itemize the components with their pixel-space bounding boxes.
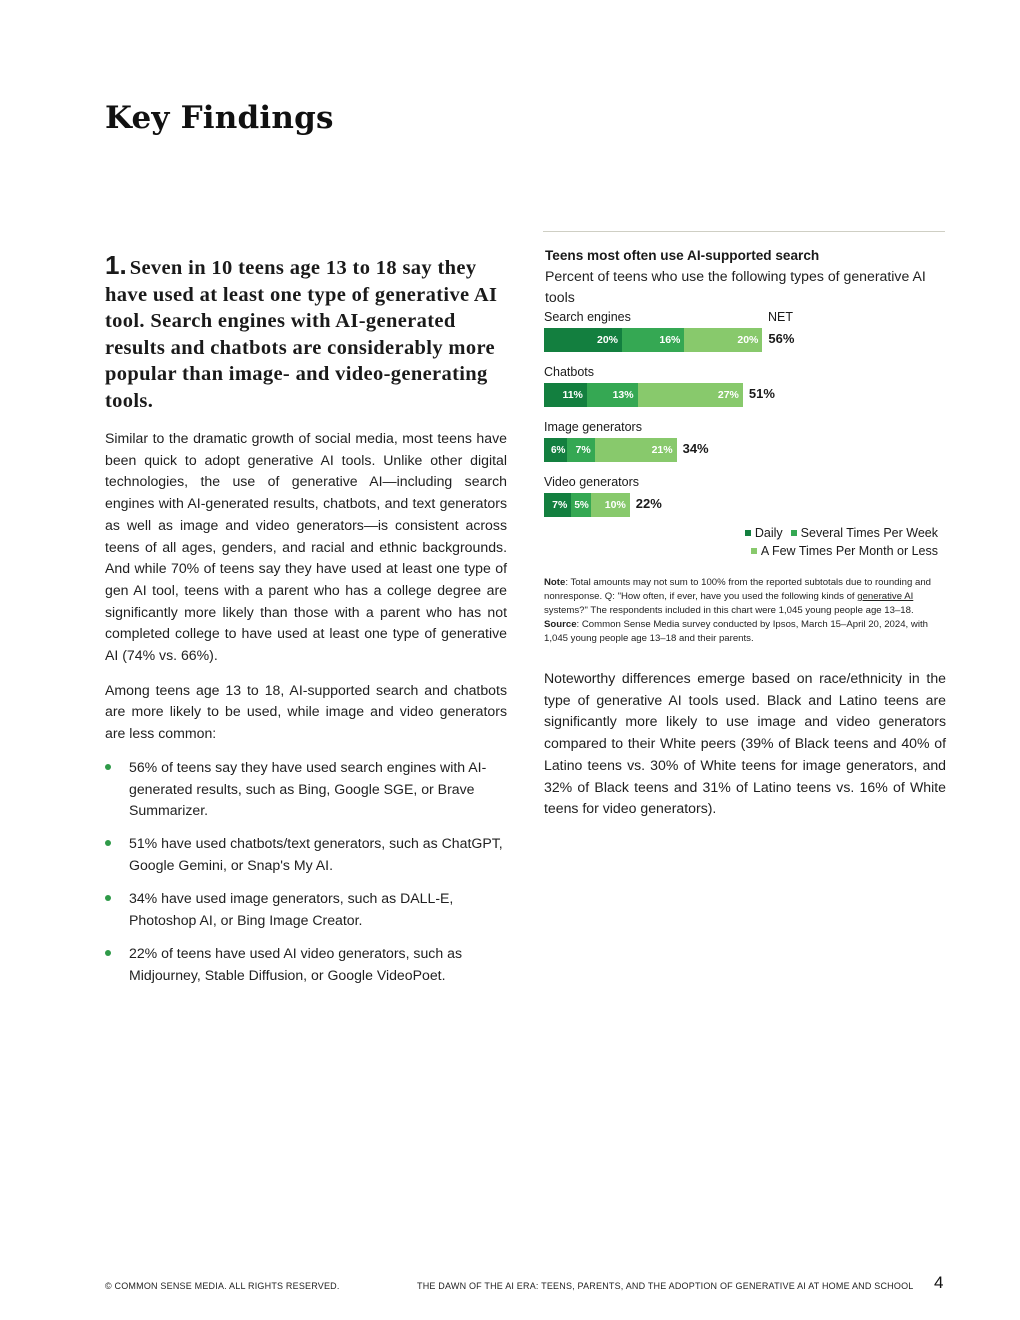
body-paragraph-1: Similar to the dramatic growth of social media, most teens have been quick to adopt generative AI tools. Unlike other digital technologies, the use of generative AI—including search engines with AI-generated results, chatbots, and text generators as well as image and video generators—is consistent across teens of all ages, genders, and racial and ethnic backgrounds. And while 70% of teens say they have used at least one type of gen AI tool, teens with a parent who has a college degree are significantly more likely than those with a parent who has not completed college to have used at least one type of generative AI (74% vs. 66%). [105,430,507,664]
bullet-dot-icon [105,764,111,770]
legend-label: Daily [754,526,783,540]
list-item [105,757,507,822]
right-paragraph: Noteworthy differences emerge based on race/ethnicity in the type of generative AI tools used. Black and Latino teens are significantly more likely to use image and video generators compared to their White peers (39% of Black teens and 40% of Latino teens vs. 30% of White teens for image generators, and 32% of Black teens and 31% of Latino teens vs. 16% of White teens for video generators). [544,670,946,817]
source-label: Source [544,619,577,630]
page-number: 4 [934,1273,944,1292]
bullet-text: 34% have used image generators, such as DALL-E, Photoshop AI, or Bing Image Creator. [129,890,454,929]
finding-headline-text: Seven in 10 teens age 13 to 18 say they have used at least one type of generative AI tool. Search engines with AI-generated results and chatbots are considerably more popular than image- and video-generating tools. [105,257,498,412]
net-value: 51% [748,386,775,401]
note-label: Note [544,577,566,588]
bar-segment-several: 5% [571,493,591,517]
bar-segment-daily: 6% [544,438,567,462]
chart-legend [737,526,938,540]
list-item [105,888,507,931]
bar-segment-daily: 7% [544,493,571,517]
category-label: Search engines [544,310,631,324]
stacked-bar-chart [544,308,946,568]
body-paragraph-2: Among teens age 13 to 18, AI-supported search and chatbots are more likely to be used, while image and video generators are less common: [105,681,507,742]
net-value: 56% [768,331,795,346]
legend-swatch-icon [751,548,757,554]
bar-segment-daily: 20% [544,328,622,352]
bar-row [544,328,762,352]
footer-report-title: THE DAWN OF THE AI ERA: TEENS, PARENTS, AND THE ADOPTION OF GENERATIVE AI AT HOME AND SCHOOL [417,1281,914,1291]
bar-row [544,438,677,462]
chart-legend-row-2 [743,544,938,558]
chart-subtitle: Percent of teens who use the following types of generative AI tools [545,268,926,305]
right-column [544,231,946,820]
bullet-dot-icon [105,840,111,846]
net-header: NET [768,310,793,324]
legend-label: A Few Times Per Month or Less [760,544,938,558]
legend-label: Several Times Per Week [800,526,938,540]
bar-segment-several: 13% [587,383,638,407]
category-label: Image generators [544,420,642,434]
list-item [105,833,507,876]
bullet-text: 51% have used chatbots/text generators, such as ChatGPT, Google Gemini, or Snap's My AI. [129,835,503,874]
bar-row [544,383,743,407]
bullet-text: 22% of teens have used AI video generators, such as Midjourney, Stable Diffusion, or Google VideoPoet. [129,945,462,983]
bar-segment-several: 7% [567,438,594,462]
legend-swatch-icon [791,530,797,536]
net-value: 22% [635,496,662,511]
chart-note [544,576,946,646]
legend-item [745,526,783,540]
legend-swatch-icon [745,530,751,536]
chart-title: Teens most often use AI-supported search [545,248,820,263]
source-text: : Common Sense Media survey conducted by Ipsos, March 15–April 20, 2024, with 1,045 young people age 13–18 and their parents. [544,619,928,644]
bar-segment-few: 20% [684,328,762,352]
bar-segment-daily: 11% [544,383,587,407]
legend-item [751,544,938,558]
category-label: Video generators [544,475,639,489]
legend-item [791,526,938,540]
note-text-2: systems?" The respondents included in this chart were 1,045 young people age 13–18. [544,605,914,616]
bullet-list [105,757,507,987]
bullet-dot-icon [105,950,111,956]
bar-segment-few: 21% [595,438,677,462]
note-text: : Total amounts may not sum to 100% from the reported subtotals due to rounding and nonresponse. Q: "How often, if ever, have you used the following kinds of [544,577,931,602]
page-title: Key Findings [105,100,334,136]
list-item [105,943,507,986]
bullet-dot-icon [105,895,111,901]
generative-ai-link[interactable]: generative AI [857,591,914,602]
left-column [105,252,507,998]
chart-divider [543,231,945,232]
finding-headline [105,252,507,414]
bar-segment-several: 16% [622,328,684,352]
bar-row [544,493,630,517]
bullet-text: 56% of teens say they have used search engines with AI-generated results, such as Bing, Google SGE, or Brave Summarizer. [129,758,487,819]
footer-copyright: © COMMON SENSE MEDIA. ALL RIGHTS RESERVED. [105,1281,340,1291]
bar-segment-few: 10% [591,493,630,517]
bar-segment-few: 27% [638,383,743,407]
category-label: Chatbots [544,365,595,379]
net-value: 34% [682,441,709,456]
finding-number: 1. [105,250,127,280]
